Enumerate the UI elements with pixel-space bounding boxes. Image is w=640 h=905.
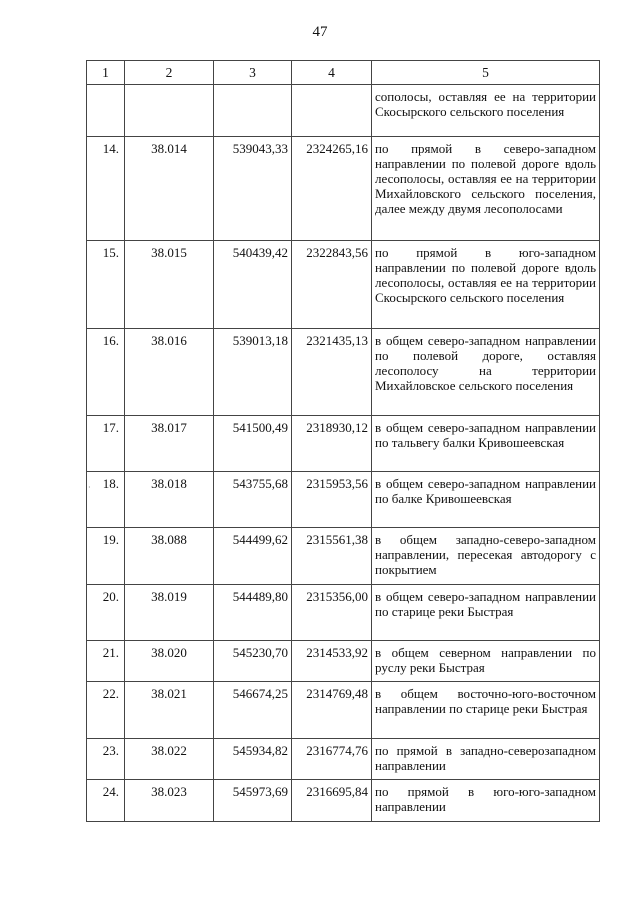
point-code: 38.088 [125,528,214,585]
point-code: 38.015 [125,241,214,329]
coord-x [214,85,292,137]
point-code: 38.016 [125,329,214,416]
coord-x: 543755,68 [214,472,292,528]
table-row [87,528,600,585]
table-row [87,472,600,528]
table-row [87,241,600,329]
table-row [87,85,600,137]
row-number: 16. [87,329,125,416]
table-row [87,137,600,241]
description: в общем северном направлении по руслу реки Быстрая [372,641,600,682]
row-number: 24. [87,780,125,822]
coord-y: 2314533,92 [292,641,372,682]
coord-x: 541500,49 [214,416,292,472]
point-code: 38.023 [125,780,214,822]
coord-y: 2316695,84 [292,780,372,822]
header-cell: 5 [372,61,600,85]
coord-x: 540439,42 [214,241,292,329]
description: в общем северо-западном направлении по полевой дороге, оставляя лесополосу на территории Михайловское сельского поселения [372,329,600,416]
coord-y: 2321435,13 [292,329,372,416]
page-number: 47 [312,24,328,40]
row-number: 23. [87,739,125,780]
point-code: 38.022 [125,739,214,780]
point-code: 38.020 [125,641,214,682]
description: в общем северо-западном направлении по тальвегу балки Кривошеевская [372,416,600,472]
coord-x: 545934,82 [214,739,292,780]
coord-x: 539013,18 [214,329,292,416]
description: по прямой в западно-северозападном направлении [372,739,600,780]
coord-x: 544489,80 [214,585,292,641]
point-code: 38.021 [125,682,214,739]
coord-y: 2315356,00 [292,585,372,641]
coord-y: 2318930,12 [292,416,372,472]
point-code: 38.018 [125,472,214,528]
row-number: 18. [87,472,125,528]
coord-y: 2322843,56 [292,241,372,329]
header-cell: 1 [87,61,125,85]
description: в общем западно-северо-западном направлении, пересекая автодорогу с покрытием [372,528,600,585]
description: в общем северо-западном направлении по балке Кривошеевская [372,472,600,528]
table-row [87,780,600,822]
coord-x: 539043,33 [214,137,292,241]
description: по прямой в северо-западном направлении по полевой дороге вдоль лесополосы, оставляя ее на территории Михайловского сельского поселения, далее между двумя лесополосами [372,137,600,241]
coord-y: 2316774,76 [292,739,372,780]
coord-y: 2315561,38 [292,528,372,585]
point-code: 38.019 [125,585,214,641]
coord-y: 2314769,48 [292,682,372,739]
coord-y [292,85,372,137]
description: по прямой в юго-юго-западном направлении [372,780,600,822]
row-number: 19. [87,528,125,585]
description: сополосы, оставляя ее на территории Скосырского сельского поселения [372,85,600,137]
point-code: 38.017 [125,416,214,472]
row-number: 15. [87,241,125,329]
coord-x: 545230,70 [214,641,292,682]
point-code [125,85,214,137]
row-number: 20. [87,585,125,641]
header-cell: 2 [125,61,214,85]
row-number: 14. [87,137,125,241]
table-row [87,416,600,472]
coord-y: 2324265,16 [292,137,372,241]
table-row [87,329,600,416]
description: в общем северо-западном направлении по старице реки Быстрая [372,585,600,641]
table-row [87,739,600,780]
table-header-row [87,61,600,85]
header-cell: 4 [292,61,372,85]
point-code: 38.014 [125,137,214,241]
boundary-table [86,60,600,822]
description: в общем восточно-юго-восточном направлении по старице реки Быстрая [372,682,600,739]
row-number: 17. [87,416,125,472]
row-number: 21. [87,641,125,682]
row-number [87,85,125,137]
table-row [87,682,600,739]
scan-mark: · [88,483,91,492]
coord-x: 546674,25 [214,682,292,739]
table-row [87,585,600,641]
description: по прямой в юго-западном направлении по полевой дороге вдоль лесополосы, оставляя ее на территории Скосырского сельского поселения [372,241,600,329]
coord-x: 544499,62 [214,528,292,585]
coord-y: 2315953,56 [292,472,372,528]
row-number: 22. [87,682,125,739]
coord-x: 545973,69 [214,780,292,822]
table-row [87,641,600,682]
header-cell: 3 [214,61,292,85]
